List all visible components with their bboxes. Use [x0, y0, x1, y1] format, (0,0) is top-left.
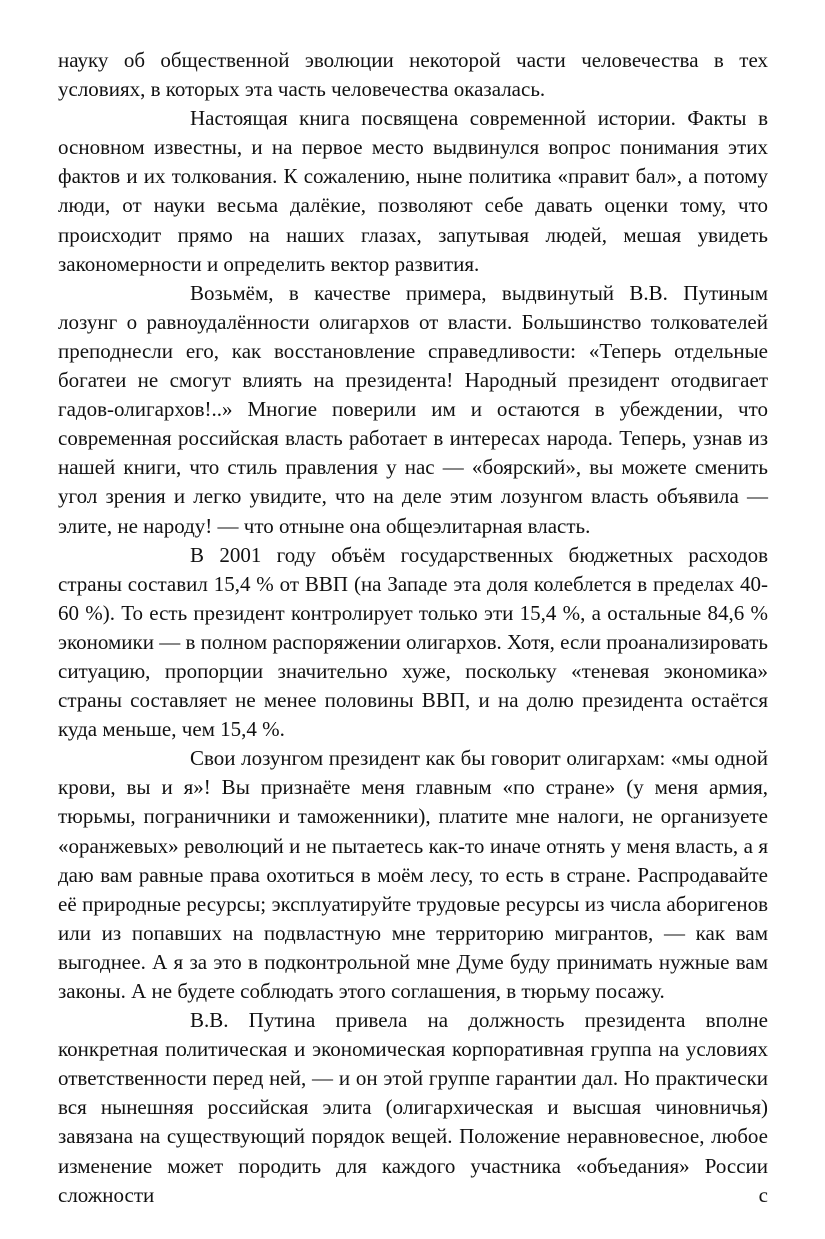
paragraph-book-purpose: Настоящая книга посвящена современной истории. Факты в основном известны, и на первое место выдвинулся вопрос понимания этих фактов и их толкования. К сожалению, ныне политика «правит бал», а потому люди, от науки весьма далёкие, позволяют себе давать оценки тому, что происходит прямо на наших глазах, запутывая людей, мешая увидеть закономерности и определить вектор развития. — [58, 106, 768, 276]
paragraph-continuation: науку об общественной эволюции некоторой части человечества в тех условиях, в которых эта часть человечества оказалась. — [58, 48, 768, 102]
paragraph-budget-2001: В 2001 году объём государственных бюджетных расходов страны составил 15,4 % от ВВП (на Западе эта доля колеблется в пределах 40-60 %). То есть президент контролирует только эти 15,4 %, а остальные 84,6 % экономики — в полном распоряжении олигархов. Хотя, если проанализировать ситуацию, пропорции значительно хуже, поскольку «теневая экономика» страны составляет не менее половины ВВП, и на долю президента остаётся куда меньше, чем 15,4 %. — [58, 542, 768, 742]
document-page — [58, 46, 768, 1210]
paragraph-corporate-group: В.В. Путина привела на должность президента вполне конкретная политическая и экономическая корпоративная группа на условиях ответственности перед ней, — и он этой группе гарантии дал. Но практически вся нынешняя российская элита (олигархическая и высшая чиновничья) завязана на существующий порядок вещей. Положение неравновесное, любое изменение может породить для каждого участника «объедания» России сложности с — [58, 1008, 768, 1207]
paragraph-one-blood: Свои лозунгом президент как бы говорит олигархам: «мы одной крови, вы и я»! Вы признаёте меня главным «по стране» (у меня армия, тюрьмы, пограничники и таможенники), платите мне налоги, не организуете «оранжевых» революций и не пытаетесь как-то иначе отнять у меня власть, а я даю вам равные права охотиться в моём лесу, то есть в стране. Распродавайте её природные ресурсы; эксплуатируйте трудовые ресурсы из числа аборигенов или из попавших на подвластную мне территорию мигрантов, — как вам выгоднее. А я за это в подконтрольной мне Думе буду принимать нужные вам законы. А не будете соблюдать этого соглашения, в тюрьму посажу. — [58, 746, 768, 1003]
paragraph-oligarch-slogan: Возьмём, в качестве примера, выдвинутый В.В. Путиным лозунг о равноудалённости олигархов от власти. Большинство толкователей преподнесли его, как восстановление справедливости: «Теперь отдельные богатеи не смогут влиять на президента! Народный президент отодвигает гадов-олигархов!..» Многие поверили им и остаются в убеждении, что современная российская власть работает в интересах народа. Теперь, узнав из нашей книги, что стиль правления у нас — «боярский», вы можете сменить угол зрения и легко увидите, что на деле этим лозунгом власть объявила — элите, не народу! — что отныне она общеэлитарная власть. — [58, 280, 768, 538]
